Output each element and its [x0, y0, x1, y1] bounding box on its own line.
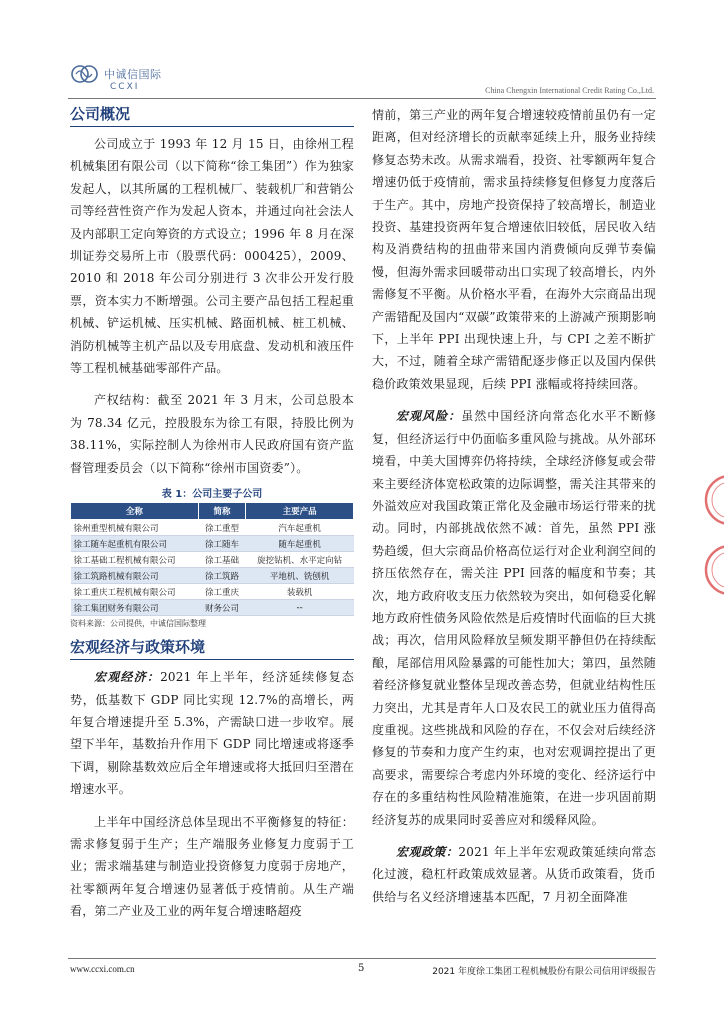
- red-seal-stamp: [700, 470, 724, 530]
- macro-title: 宏观经济与政策环境: [70, 637, 354, 660]
- left-column: [70, 104, 354, 923]
- company-en-name: China Chengxin International Credit Rating Co.,Ltd.: [485, 86, 654, 95]
- footer-website: www.ccxi.com.cn: [70, 964, 135, 974]
- table-cell: 徐工集团财务有限公司: [71, 600, 199, 616]
- table-row: [71, 520, 354, 536]
- macro-policy-text: 2021 年上半年宏观政策延续向常态化过渡，稳杠杆政策成效显著。从货币政策看，货币供给与名义经济增速基本匹配，7 月初全面降准: [372, 845, 656, 904]
- footer-report-title: 2021 年度徐工集团工程机械股份有限公司信用评级报告: [432, 967, 656, 977]
- table-cell: 徐工筑路: [198, 568, 245, 584]
- macro-policy-lead: 宏观政策：: [396, 845, 459, 859]
- table-source: 资料来源：公司提供，中诚信国际整理: [70, 619, 206, 629]
- table-cell: 徐工基础工程机械有限公司: [71, 552, 199, 568]
- page-number: 5: [358, 963, 365, 974]
- table-cell: 徐工重型: [198, 520, 245, 536]
- table-cell: 徐州重型机械有限公司: [71, 520, 199, 536]
- overview-paragraph: 公司成立于 1993 年 12 月 15 日，由徐州工程机械集团有限公司（以下简称“徐工集团”）作为独家发起人，以其所属的工程机械厂、装载机厂和营销公司等经营性资产作为发起人资本，并通过向社会法人及内部职工定向筹资的方式设立；1996 年 8 月在深圳证券交易所上市（股票代码：000425），2009、2010 和 2018 年公司分别进行 3 次非公开发行股票，资本实力不断增强。公司主要产品包括工程起重机械、铲运机械、压实机械、路面机械、桩工机械、消防机械等主机产品以及专用底盘、发动机和液压件等工程机械基础零部件产品。: [70, 137, 354, 376]
- table-header-cell: 主要产品: [246, 503, 354, 520]
- imbalance-paragraph: 上半年中国经济总体呈现出不平衡修复的特征：需求修复弱于生产；生产端服务业修复力度弱于工业；需求端基建与制造业投资修复力度弱于房地产，社零额两年复合增速仍显著低于疫情前。从生产端看，第二产业及工业的两年复合增速略超疫: [70, 814, 354, 919]
- table-row: [71, 536, 354, 552]
- table-cell: 旋挖钻机、水平定向钻: [246, 552, 354, 568]
- macro-economy-text: 2021 年上半年，经济延续修复态势，低基数下 GDP 同比实现 12.7%的高增长，两年复合增速提升至 5.3%，产需缺口进一步收窄。展望下半年，基数抬升作用下 GDP 同比增速或将逐季下调，剔除基数效应后全年增速或将大抵回归至潜在增速水平。: [70, 670, 354, 797]
- table-header-cell: 简称: [198, 503, 245, 520]
- logo-cn-text: 中诚信国际: [104, 68, 162, 81]
- table-header-row: [71, 503, 354, 520]
- macro-economy-paragraph: [70, 666, 354, 800]
- table-row: [71, 600, 354, 616]
- table-cell: 徐工随车: [198, 536, 245, 552]
- spacer: [372, 395, 656, 405]
- table-row: [71, 552, 354, 568]
- table-cell: 徐工筑路机械有限公司: [71, 568, 199, 584]
- macro-risk-paragraph: [372, 405, 656, 831]
- spacer: [70, 801, 354, 811]
- subsidiaries-table: [70, 502, 354, 616]
- overview-title: 公司概况: [70, 104, 354, 127]
- table-cell: 财务公司: [198, 600, 245, 616]
- right-column: [372, 104, 656, 908]
- spacer: [372, 831, 656, 841]
- table-row: [71, 584, 354, 600]
- table-cell: --: [246, 600, 354, 616]
- table-cell: 汽车起重机: [246, 520, 354, 536]
- macro-risk-lead: 宏观风险：: [396, 409, 462, 424]
- continued-paragraph: 情前，第三产业的两年复合增速较疫情前虽仍有一定距离，但对经济增长的贡献率延续上升，服务业持续修复态势未改。从需求端看，投资、社零额两年复合增速仍低于疫情前，需求虽持续修复但修复力度落后于生产。其中，房地产投资保持了较高增长，制造业投资、基建投资两年复合增速依旧较低，居民收入结构及消费结构的扭曲带来国内消费倾向反弹节奏偏慢，但海外需求回暖带动出口实现了较高增长，内外需修复不平衡。从价格水平看，在海外大宗商品出现产需错配及国内“双碳”政策带来的上游减产预期影响下，上半年 PPI 出现快速上升，与 CPI 之差不断扩大，不过，随着全球产需错配逐步修正以及国内保供稳价政策效果显现，后续 PPI 涨幅或将持续回落。: [372, 108, 656, 391]
- table-cell: 随车起重机: [246, 536, 354, 552]
- red-seal-stamp: [700, 540, 724, 600]
- table-cell: 装载机: [246, 584, 354, 600]
- page-header: [0, 0, 724, 100]
- table-cell: 徐工重庆: [198, 584, 245, 600]
- table-cell: 平地机、铣刨机: [246, 568, 354, 584]
- macro-economy-lead: 宏观经济：: [94, 670, 161, 685]
- table-caption: 表 1：公司主要子公司: [161, 489, 263, 501]
- macro-risk-text: 虽然中国经济向常态化水平不断修复，但经济运行中仍面临多重风险与挑战。从外部环境看，中美大国博弈仍将持续，全球经济修复或会带来主要经济体宽松政策的边际调整，需关注其带来的外溢效应对我国政策正常化及金融市场运行带来的扰动。同时，内部挑战依然不减：首先，虽然 PPI 涨势趋缓，但大宗商品价格高位运行对企业利润空间的挤压依然存在，需关注 PPI 回落的幅度和节奏；其次，地方政府收支压力依然较为突出，如何稳妥化解地方政府性债务风险依然是后疫情时代面临的巨大挑战；再次，信用风险释放呈频发期平静但仍在持续酝酿，尾部信用风险暴露的可能性加大；第四，虽然随着经济修复就业整体呈现改善态势，但就业结构性压力突出，尤其是青年人口及农民工的就业压力值得高度重视。这些挑战和风险的存在，不仅会对后续经济修复的节奏和力度产生约束，也对宏观调控提出了更高要求，需要综合考虑内外环境的变化、经济运行中存在的多重结构性风险精准施策，在进一步巩固前期经济复苏的成果同时妥善应对和缓释风险。: [372, 409, 656, 827]
- logo-en-text: CCXI: [110, 82, 140, 92]
- table-cell: 徐工基础: [198, 552, 245, 568]
- header-rule: [68, 98, 656, 99]
- footer-rule: [68, 958, 656, 959]
- table-cell: 徐工随车起重机有限公司: [71, 536, 199, 552]
- ccxi-logo-icon: [70, 62, 100, 86]
- table-cell: 徐工重庆工程机械有限公司: [71, 584, 199, 600]
- macro-policy-paragraph: [372, 841, 656, 908]
- table-header-cell: 全称: [71, 503, 199, 520]
- ownership-paragraph: 产权结构：截至 2021 年 3 月末，公司总股本为 78.34 亿元，控股股东为徐工有限，持股比例为 38.11%，实际控制人为徐州市人民政府国有资产监督管理委员会（以下简称“徐州市国资委”）。: [70, 393, 354, 475]
- table-row: [71, 568, 354, 584]
- spacer: [70, 379, 354, 389]
